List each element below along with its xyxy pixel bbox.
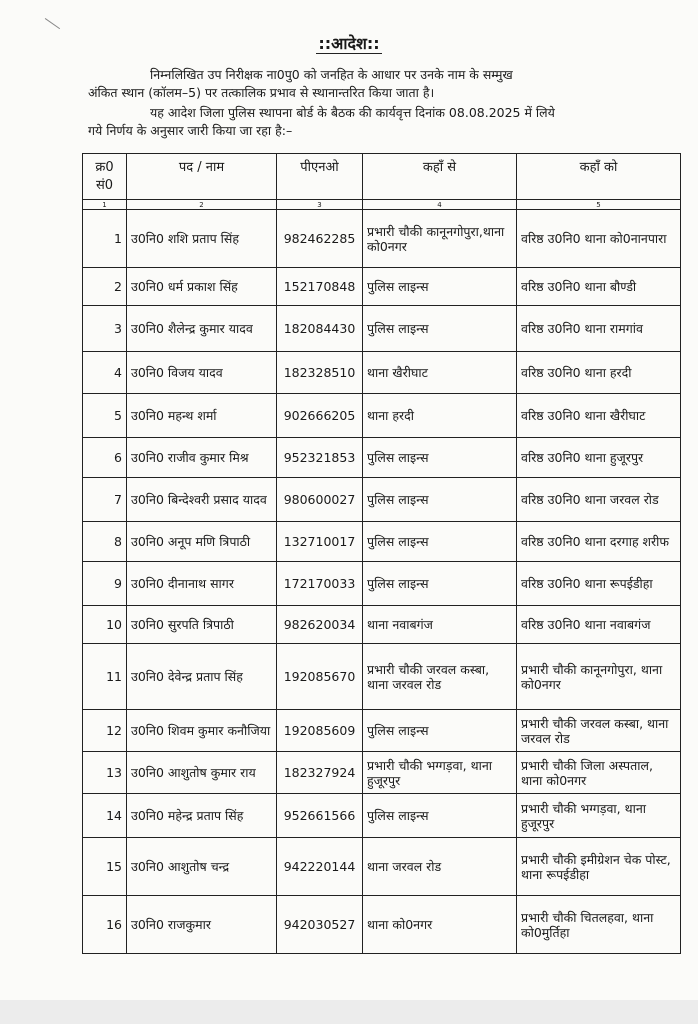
table-row	[83, 438, 681, 478]
officer-name-cell: उ0नि0 राजीव कुमार मिश्र	[127, 438, 277, 478]
serial-number-cell: 15	[83, 838, 127, 896]
table-row	[83, 794, 681, 838]
officer-name-cell: उ0नि0 धर्म प्रकाश सिंह	[127, 268, 277, 306]
to-location-cell: वरिष्ठ उ0नि0 थाना दरगाह शरीफ	[517, 522, 681, 562]
from-location-cell: पुलिस लाइन्स	[363, 478, 517, 522]
pno-cell: 132710017	[277, 522, 363, 562]
officer-name-cell: उ0नि0 देवेन्द्र प्रताप सिंह	[127, 644, 277, 710]
column-number: 5	[517, 200, 681, 210]
serial-number-cell: 8	[83, 522, 127, 562]
to-location-cell: वरिष्ठ उ0नि0 थाना नवाबगंज	[517, 606, 681, 644]
officer-name-cell: उ0नि0 महन्थ शर्मा	[127, 394, 277, 438]
serial-number-cell: 11	[83, 644, 127, 710]
from-location-cell: थाना जरवल रोड	[363, 838, 517, 896]
officer-name-cell: उ0नि0 अनूप मणि त्रिपाठी	[127, 522, 277, 562]
table-row	[83, 606, 681, 644]
pno-cell: 952321853	[277, 438, 363, 478]
from-location-cell: थाना को0नगर	[363, 896, 517, 954]
table-row	[83, 394, 681, 438]
to-location-cell: वरिष्ठ उ0नि0 थाना को0नानपारा	[517, 210, 681, 268]
table-row	[83, 562, 681, 606]
header-to: कहाँ को	[517, 154, 681, 200]
pno-cell: 982620034	[277, 606, 363, 644]
officer-name-cell: उ0नि0 बिन्देश्वरी प्रसाद यादव	[127, 478, 277, 522]
to-location-cell: वरिष्ठ उ0नि0 थाना बौण्डी	[517, 268, 681, 306]
pno-cell: 980600027	[277, 478, 363, 522]
serial-number-cell: 1	[83, 210, 127, 268]
table-row	[83, 306, 681, 352]
transfer-table	[82, 153, 681, 954]
pno-cell: 942030527	[277, 896, 363, 954]
column-number: 4	[363, 200, 517, 210]
serial-number-cell: 9	[83, 562, 127, 606]
officer-name-cell: उ0नि0 शैलेन्द्र कुमार यादव	[127, 306, 277, 352]
table-row	[83, 838, 681, 896]
officer-name-cell: उ0नि0 दीनानाथ सागर	[127, 562, 277, 606]
serial-number-cell: 13	[83, 752, 127, 794]
header-serial: क्र0 सं0	[83, 154, 127, 200]
serial-number-cell: 3	[83, 306, 127, 352]
pno-cell: 182327924	[277, 752, 363, 794]
from-location-cell: प्रभारी चौकी कानूनगोपुरा,थाना को0नगर	[363, 210, 517, 268]
from-location-cell: पुलिस लाइन्स	[363, 438, 517, 478]
from-location-cell: प्रभारी चौकी भग्गड़वा, थाना हुजूरपुर	[363, 752, 517, 794]
to-location-cell: वरिष्ठ उ0नि0 थाना हरदी	[517, 352, 681, 394]
table-row	[83, 752, 681, 794]
table-row	[83, 896, 681, 954]
column-number: 1	[83, 200, 127, 210]
from-location-cell: पुलिस लाइन्स	[363, 562, 517, 606]
serial-number-cell: 12	[83, 710, 127, 752]
intro-line-2: अंकित स्थान (कॉलम–5) पर तत्कालिक प्रभाव से स्थानान्तरित किया जाता है।	[88, 85, 435, 100]
from-location-cell: पुलिस लाइन्स	[363, 794, 517, 838]
pno-cell: 192085670	[277, 644, 363, 710]
officer-name-cell: उ0नि0 आशुतोष कुमार राय	[127, 752, 277, 794]
serial-number-cell: 2	[83, 268, 127, 306]
officer-name-cell: उ0नि0 शशि प्रताप सिंह	[127, 210, 277, 268]
intro-line-4: गये निर्णय के अनुसार जारी किया जा रहा है:–	[88, 123, 293, 138]
pno-cell: 182084430	[277, 306, 363, 352]
serial-number-cell: 6	[83, 438, 127, 478]
table-row	[83, 644, 681, 710]
table-row	[83, 710, 681, 752]
pno-cell: 982462285	[277, 210, 363, 268]
to-location-cell: प्रभारी चौकी जरवल कस्बा, थाना जरवल रोड	[517, 710, 681, 752]
header-from: कहाँ से	[363, 154, 517, 200]
officer-name-cell: उ0नि0 सुरपति त्रिपाठी	[127, 606, 277, 644]
to-location-cell: प्रभारी चौकी भग्गड़वा, थाना हुजूरपुर	[517, 794, 681, 838]
pno-cell: 182328510	[277, 352, 363, 394]
column-number: 2	[127, 200, 277, 210]
officer-name-cell: उ0नि0 महेन्द्र प्रताप सिंह	[127, 794, 277, 838]
to-location-cell: प्रभारी चौकी जिला अस्पताल, थाना को0नगर	[517, 752, 681, 794]
to-location-cell: वरिष्ठ उ0नि0 थाना रूपईडीहा	[517, 562, 681, 606]
from-location-cell: पुलिस लाइन्स	[363, 710, 517, 752]
table-row	[83, 268, 681, 306]
pno-cell: 902666205	[277, 394, 363, 438]
to-location-cell: प्रभारी चौकी चितलहवा, थाना को0मुर्तिहा	[517, 896, 681, 954]
from-location-cell: थाना नवाबगंज	[363, 606, 517, 644]
officer-name-cell: उ0नि0 शिवम कुमार कनौजिया	[127, 710, 277, 752]
from-location-cell: प्रभारी चौकी जरवल कस्बा, थाना जरवल रोड	[363, 644, 517, 710]
order-title: ::आदेश::	[318, 34, 380, 53]
serial-number-cell: 10	[83, 606, 127, 644]
officer-name-cell: उ0नि0 आशुतोष चन्द्र	[127, 838, 277, 896]
to-location-cell: वरिष्ठ उ0नि0 थाना रामगांव	[517, 306, 681, 352]
officer-name-cell: उ0नि0 विजय यादव	[127, 352, 277, 394]
to-location-cell: वरिष्ठ उ0नि0 थाना खैरीघाट	[517, 394, 681, 438]
header-row	[83, 154, 681, 200]
to-location-cell: वरिष्ठ उ0नि0 थाना जरवल रोड	[517, 478, 681, 522]
from-location-cell: थाना खैरीघाट	[363, 352, 517, 394]
intro-line-1: निम्नलिखित उप निरीक्षक ना0पु0 को जनहित के आधार पर उनके नाम के सम्मुख	[150, 67, 513, 82]
pno-cell: 172170033	[277, 562, 363, 606]
serial-number-cell: 5	[83, 394, 127, 438]
column-number-row	[83, 200, 681, 210]
table-row	[83, 210, 681, 268]
to-location-cell: वरिष्ठ उ0नि0 थाना हुजूरपुर	[517, 438, 681, 478]
from-location-cell: थाना हरदी	[363, 394, 517, 438]
from-location-cell: पुलिस लाइन्स	[363, 522, 517, 562]
column-number: 3	[277, 200, 363, 210]
serial-number-cell: 7	[83, 478, 127, 522]
serial-number-cell: 16	[83, 896, 127, 954]
serial-number-cell: 14	[83, 794, 127, 838]
from-location-cell: पुलिस लाइन्स	[363, 306, 517, 352]
header-name: पद / नाम	[127, 154, 277, 200]
pno-cell: 942220144	[277, 838, 363, 896]
table-row	[83, 478, 681, 522]
bottom-strip	[0, 1000, 698, 1024]
table-row	[83, 352, 681, 394]
header-pno: पीएनओ	[277, 154, 363, 200]
to-location-cell: प्रभारी चौकी इमीग्रेशन चेक पोस्ट, थाना रूपईडीहा	[517, 838, 681, 896]
officer-name-cell: उ0नि0 राजकुमार	[127, 896, 277, 954]
pno-cell: 952661566	[277, 794, 363, 838]
intro-line-3: यह आदेश जिला पुलिस स्थापना बोर्ड के बैठक की कार्यवृत्त दिनांक 08.08.2025 में लिये	[150, 105, 555, 120]
to-location-cell: प्रभारी चौकी कानूनगोपुरा, थाना को0नगर	[517, 644, 681, 710]
pno-cell: 152170848	[277, 268, 363, 306]
from-location-cell: पुलिस लाइन्स	[363, 268, 517, 306]
table-row	[83, 522, 681, 562]
serial-number-cell: 4	[83, 352, 127, 394]
pno-cell: 192085609	[277, 710, 363, 752]
